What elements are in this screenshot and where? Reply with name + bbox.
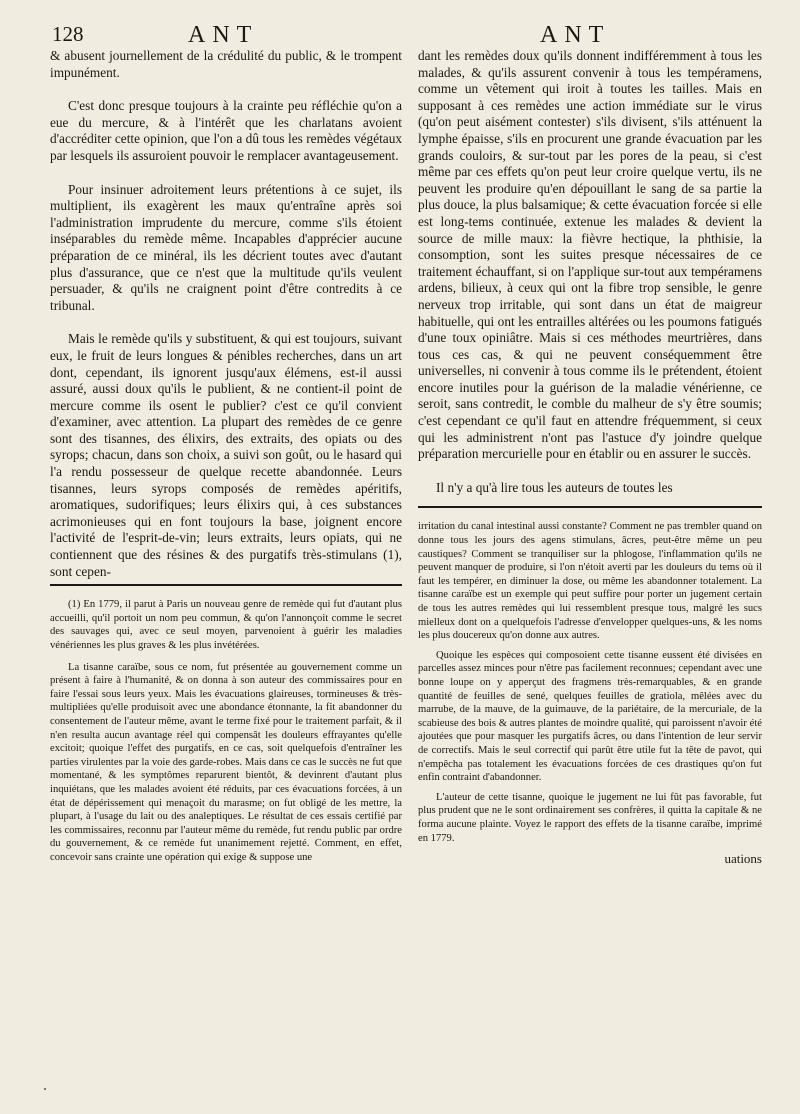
footnote-divider bbox=[50, 584, 402, 586]
running-title-left: ANT bbox=[188, 22, 259, 48]
footnote: L'auteur de cette tisanne, quoique le jugement ne lui fût pas favorable, fut plus prudent que ne le sont ordinairement ses confrères, il quitta la capitale & ne forma aucune plainte. Voyez le rapport des effets de la tisanne caraïbe, imprimé en 1779. bbox=[418, 791, 762, 844]
running-title-right: ANT bbox=[540, 22, 611, 48]
footnote: La tisanne caraïbe, sous ce nom, fut présentée au gouvernement comme un présent à faire à l'humanité, & on donna à son auteur des commissaires pour en faire l'essai sous leurs yeux. Mais les évacuations glaireuses, tormineuses & très-multipliées qu'elle produisoit avec une abondance étonnante, la fit abandonner du consentement de l'auteur même, avant le terme fixé pour le traitement parfait, & il n'en resulta aucun avantage réel qui compensât les douleurs effrayantes qu'elle excitoit; quoique l'effet des purgatifs, en ce cas, soit quelquefois d'entraîner les parties virulentes par la voie des garde-robes. Mais dans ce cas le succès ne fut que momentané, & les symptômes reparurent bientôt, & devinrent d'autant plus inquiétans, que les malades avoient été réduits, par ces évacuations forcées, à un état de dépérissement qui menaçoit du marasme; on fut obligé de les mettre, la plupart, à l'usage du lait ou des analeptiques. Le résultat de ces essais certifié par les commissaires, reconnu par l'auteur même du remède, fut rendu public par ordre du gouvernement, & ce remède fut unanimement rejetté. Comment, en effet, concevoir sans crainte une opération qui exige & suppose une bbox=[50, 661, 402, 863]
ink-speck bbox=[44, 1088, 46, 1090]
footnote: (1) En 1779, il parut à Paris un nouveau genre de remède qui fut d'autant plus accueilli, qu'il portoit un nom peu commun, & qu'on l'annonçoit comme le secret des sauvages qui, avec ce seul moyen, parvenoient à guérir les maladies vénériennes les plus graves & les plus invétérées. bbox=[50, 599, 402, 651]
paragraph: C'est donc presque toujours à la crainte peu réfléchie qu'on a eue du mercure, & à l'intérêt que les charlatans avoient d'accréditer cette opinion, que l'on a dû tous les remèdes végétaux par lesquels ils assuroient pouvoir le remplacer avantageusement. bbox=[50, 98, 402, 163]
footnote: Quoique les espèces qui composoient cette tisanne eussent été divisées en parcelles assez minces pour n'être pas facilement reconnues; cependant avec une bonne loupe on y apperçut des fragmens très-remarquables, & en grande quantité de feuilles de sené, quelques feuilles de gratiola, mêlées avec du marrube, de la mauve, de la guimauve, de la pariétaire, de la mercuriale, de la scabieuse des bois & autres plantes de moindre qualité, qui paroissent n'avoir été ajoutées que pour masquer les purgatifs âcres, ou dans l'intention de leur servir de correctifs. Mais le seul correctif qui parût être utile fut la tête de pavot, qui n'empêcha pas totalement les évacuations forcées de ces drastiques qu'on fut enfin contraint d'abandonner. bbox=[418, 649, 762, 784]
paragraph: Pour insinuer adroitement leurs prétentions à ce sujet, ils multiplient, ils exagèrent les maux qu'entraîne après soi l'administration imprudente du mercure, comme s'ils étoient inséparables du remède même. Incapables d'apprécier aucune préparation de ce minéral, ils les décrient toutes avec d'autant plus d'assurance, que ce n'est que la multitude qu'ils veulent persuader, & qu'ils ne craignent point d'être contredits à ce tribunal. bbox=[50, 181, 402, 313]
left-column bbox=[50, 48, 402, 1098]
footnote-divider bbox=[418, 506, 762, 508]
paragraph: & abusent journellement de la crédulité du public, & le trompent impunément. bbox=[50, 48, 402, 80]
paragraph: dant les remèdes doux qu'ils donnent indifféremment à tous les malades, & qu'ils assurent convenir à tous les tempéramens, comme un vêtement qui iroit à toutes les tailles. Mais en supposant à ces remèdes une action immédiate sur le virus (qu'on peut aisément contester) s'ils divisent, s'ils atténuent la lymphe épaisse, s'ils en procurent une grande évacuation par les grands couloirs, & sur-tout par les pores de la peau, si c'est même par ces effets qu'on peut leur croire quelque vertu, ils ne peuvent les produire qu'en dépouillant le sang de sa partie la plus douce, la plus balsamique; & cette évacuation forcée si elle est long-tems continuée, extenue les malades & devient la source de mille maux: la fièvre hectique, la phthisie, la consomption, sont les suites presque nécessaires de ce traitement échauffant, si on l'applique sur-tout aux tempéramens ardens, bilieux, à ceux qui ont la fibre trop sensible, le genre nerveux trop irritable, qui sont dans un état de maigreur habituelle, qui ont les entrailles altérées ou les poumons fatigués d'une toux opiniâtre. Mais si ces méthodes meurtrières, dans tous ces cas, & qui ne peuvent conséquemment être universelles, ni convenir à tous comme ils le prétendent, étoient encore inutiles pour la guérison de la maladie vénérienne, ce seroit, sans contredit, le comble du malheur de s'y être soumis; c'est cependant ce qu'il faut en attendre fréquemment, si ceux qui les administrent n'ont pas l'astuce d'y joindre quelque préparation mercurielle pour en établir ou en assurer le succès. bbox=[418, 48, 762, 462]
right-column bbox=[418, 48, 762, 1108]
footnote: irritation du canal intestinal aussi constante? Comment ne pas trembler quand on donne tous les jours des agens stimulans, âcres, peut-être même un peu caustiques? Comment se tranquiliser sur la phlogose, l'inflammation qu'ils ne peuvent manquer de produire, si l'on n'étoit averti par les douleurs du tems où il faut les tempérer, en diminuer la dose, ou même les abandonner totalement. La tisanne caraïbe est un exemple qui peut suffire pour porter un jugement certain de tous les autres remèdes qui lui ressemblent presque tous, malgré les sucs mielleux dont on a quelquefois l'adresse d'envelopper quelques-uns, & les noms les plus doucereux qu'on donne aux autres. bbox=[418, 521, 762, 642]
paragraph: Il n'y a qu'à lire tous les auteurs de toutes les bbox=[436, 479, 673, 495]
catchword: uations bbox=[724, 851, 762, 867]
paragraph: Mais le remède qu'ils y substituent, & qui est toujours, suivant eux, le fruit de leurs longues & pénibles recherches, dans un art dont, cependant, ils ignorent jusqu'aux élémens, est-il aussi assuré, aussi doux qu'ils le publient, & ne contient-il point de mercure comme ils osent le publier? c'est ce qu'il convient d'examiner, avec attention. La plupart des remèdes de ce genre sont des tisannes, des élixirs, des extraits, des opiats ou des syrops; chacun, dans son choix, a suivi son goût, ou le hasard qui l'a rendu possesseur de quelque recette abandonnée. Leurs tisannes, leurs syrops composés de remèdes apéritifs, aromatiques, sudorifiques; leurs élixirs qui, à ces substances acrimonieuses qui en font toujours la base, joignent encore l'activité de l'esprit-de-vin; leurs extraits, leurs opiats, qui ne contiennent que des résines & des purgatifs très-stimulans (1), sont cepen- bbox=[50, 331, 402, 579]
page-number: 128 bbox=[52, 22, 84, 46]
